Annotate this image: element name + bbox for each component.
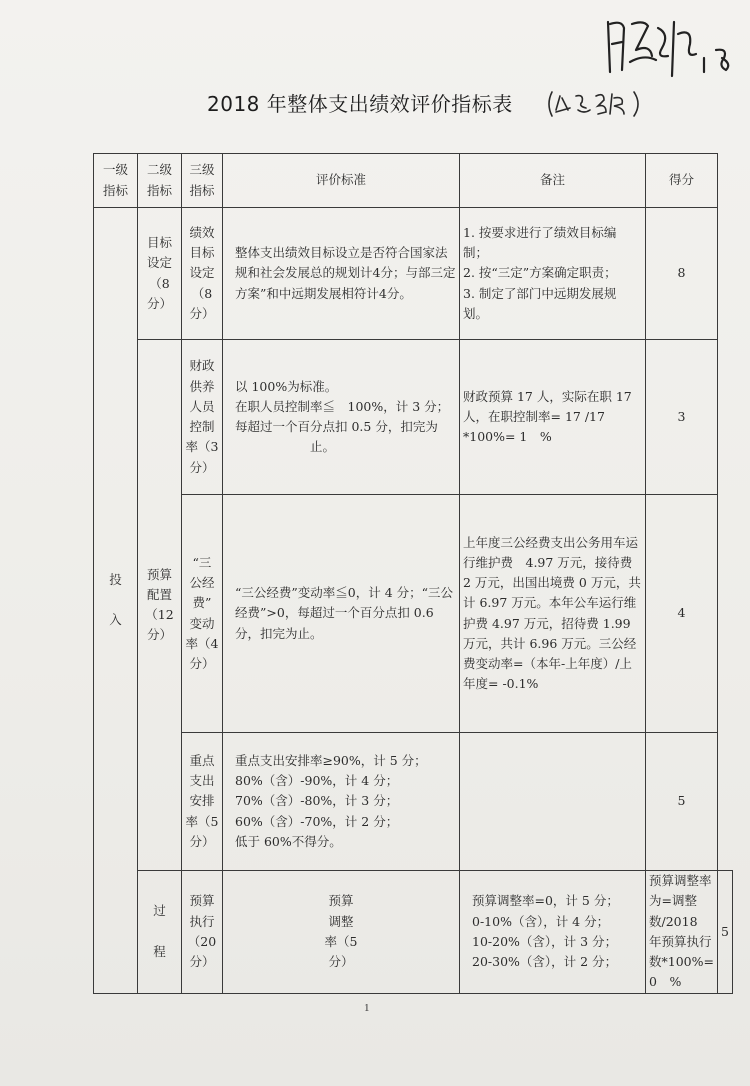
score-cell: 5 [646, 733, 718, 871]
level3-cell: 预算 调整 率（5 分） [223, 871, 460, 994]
level1-process: 过 程 [138, 871, 182, 994]
page-number: 1 [364, 1002, 370, 1014]
document-title: 2018 年整体支出绩效评价指标表 [207, 92, 513, 116]
header-level3: 三级 指标 [182, 154, 223, 208]
standard-cell: 预算调整率=0，计 5 分； 0-10%（含），计 4 分； 10-20%（含），计 3 分； 20-30%（含），计 2 分； [460, 871, 646, 994]
score-cell: 3 [646, 340, 718, 495]
level3-cell: 重点 支出 安排 率（5 分） [182, 733, 223, 871]
table-row [94, 208, 733, 340]
standard-cell: 整体支出绩效目标设立是否符合国家法规和社会发展总的规划计4分；与部三定方案”和中远期发展相符计4分。 [223, 208, 460, 340]
score-cell: 5 [717, 871, 732, 994]
standard-cell: 重点支出安排率≥90%，计 5 分； 80%（含）-90%，计 4 分； 70%（含）-80%，计 3 分； 60%（含）-70%，计 2 分； 低于 60%不得分。 [223, 733, 460, 871]
note-cell [460, 733, 646, 871]
header-level2: 二级 指标 [138, 154, 182, 208]
table-row [94, 733, 733, 871]
table-header-row [94, 154, 733, 208]
header-level1: 一级 指标 [94, 154, 138, 208]
header-standard: 评价标准 [223, 154, 460, 208]
level3-cell: “三 公经 费” 变动 率（4 分） [182, 495, 223, 733]
header-score: 得分 [646, 154, 718, 208]
table-row [94, 340, 733, 495]
handwritten-signature [600, 14, 735, 84]
table-row [94, 871, 733, 994]
level3-cell: 绩效 目标 设定 （8 分） [182, 208, 223, 340]
note-cell: 财政预算 17 人，实际在职 17 人，在职控制率= 17 /17 *100%= 1 % [460, 340, 646, 495]
level1-input: 投 入 [94, 208, 138, 994]
score-cell: 8 [646, 208, 718, 340]
score-cell: 4 [646, 495, 718, 733]
table-row [94, 495, 733, 733]
level2-budget-execution: 预算 执行 （20 分） [182, 871, 223, 994]
level3-cell: 财政 供养 人员 控制 率（3 分） [182, 340, 223, 495]
header-note: 备注 [460, 154, 646, 208]
level2-budget-allocation: 预算 配置 （12 分） [138, 340, 182, 871]
level2-goal-setting: 目标 设定 （8 分） [138, 208, 182, 340]
note-cell: 1. 按要求进行了绩效目标编 制； 2. 按“三定”方案确定职责； 3. 制定了部门中远期发展规 划。 [460, 208, 646, 340]
standard-cell: “三公经费”变动率≦0，计 4 分；“三公经费”>0，每超过一个百分点扣 0.6 分，扣完为止。 [223, 495, 460, 733]
note-cell: 上年度三公经费支出公务用车运行维护费 4.97 万元，接待费 2 万元，出国出境费 0 万元，共计 6.97 万元。本年公车运行维护费 4.97 万元，招待费 1.99 万元，共计 6.96 万元。三公经费变动率=（本年-上年度）/上年度= -0.1% [460, 495, 646, 733]
handwritten-title-note [544, 88, 644, 120]
performance-table [93, 153, 733, 994]
standard-cell: 以 100%为标准。 在职人员控制率≦ 100%，计 3 分； 每超过一个百分点扣 0.5 分，扣完为 止。 [223, 340, 460, 495]
note-cell: 预算调整率为=调整数/2018 年预算执行数*100%= 0 % [646, 871, 718, 994]
